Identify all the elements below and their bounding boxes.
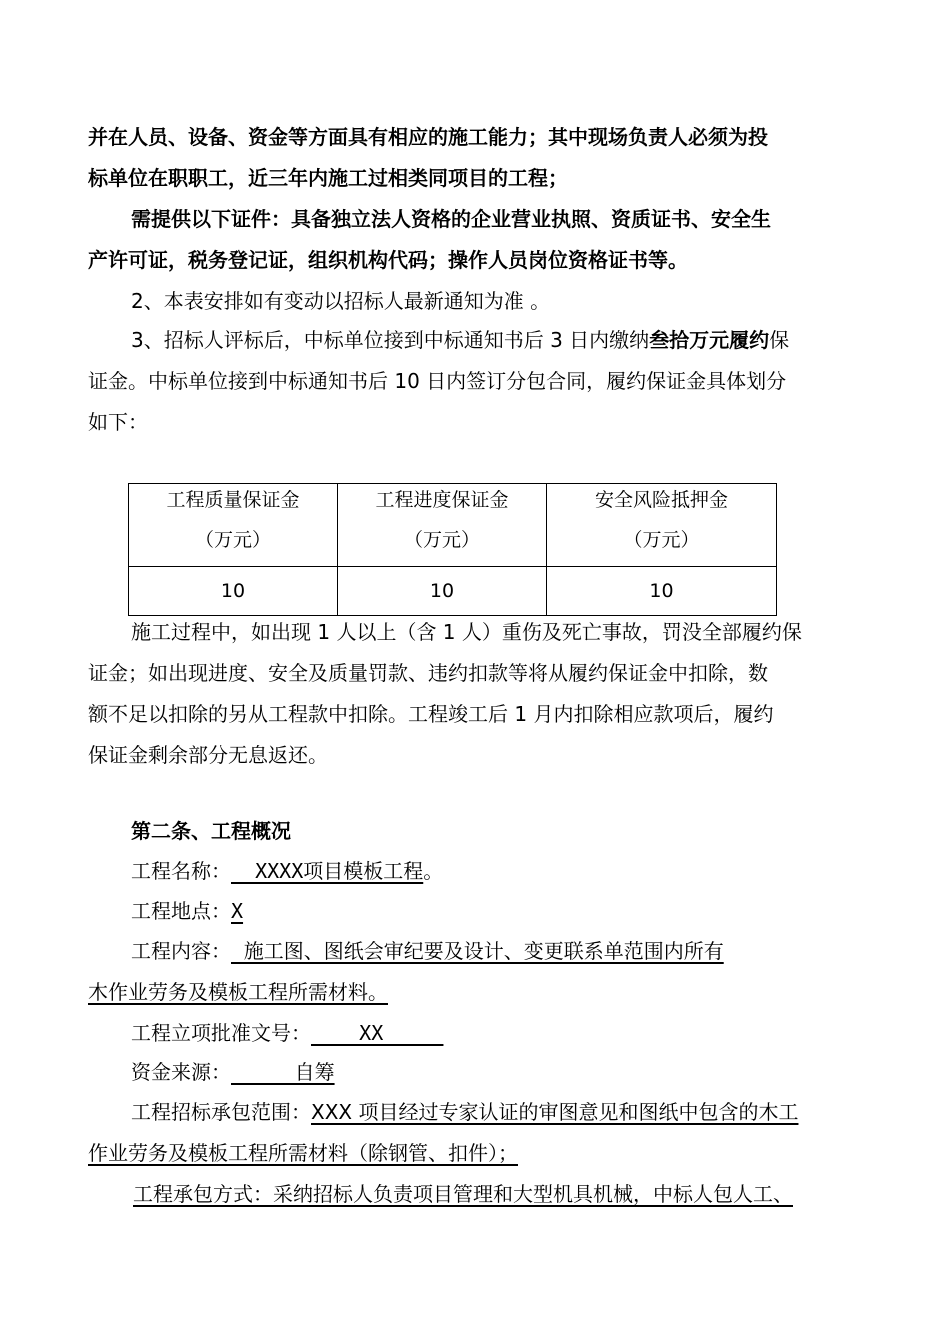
project-content-value-2: 木作业劳务及模板工程所需材料。 bbox=[88, 980, 388, 1004]
project-content-row bbox=[131, 937, 724, 965]
project-location-label: 工程地点： bbox=[131, 899, 231, 923]
bidding-scope-label: 工程招标承包范围： bbox=[131, 1100, 311, 1124]
item-3-text-line-2: 证金。中标单位接到中标通知书后 10 日内签订分包合同，履约保证金具体划分 bbox=[88, 369, 787, 393]
item-3-text-line-1 bbox=[131, 326, 789, 354]
project-name-end: 。 bbox=[423, 859, 444, 883]
approval-number-value: XX bbox=[311, 1021, 444, 1045]
header-name: 工程进度保证金 bbox=[375, 489, 509, 511]
performance-bond-table bbox=[128, 483, 777, 616]
bidding-scope-row bbox=[131, 1098, 798, 1126]
project-name-row bbox=[131, 857, 443, 885]
contract-method-text: 工程承包方式：采纳招标人负责项目管理和大型机具机械，中标人包人工、 bbox=[133, 1182, 793, 1206]
bidding-scope-row-2 bbox=[88, 1139, 518, 1167]
project-content-label: 工程内容： bbox=[131, 939, 231, 963]
qualification-text-line-2: 标单位在职职工，近三年内施工过相类同项目的工程； bbox=[88, 166, 568, 190]
funding-source-row bbox=[131, 1058, 335, 1086]
header-unit: （万元） bbox=[194, 529, 271, 551]
table-cell: 10 bbox=[547, 567, 777, 616]
qualification-text-line-1: 并在人员、设备、资金等方面具有相应的施工能力；其中现场负责人必须为投 bbox=[88, 125, 768, 149]
project-content-row-2 bbox=[88, 978, 388, 1006]
bidding-scope-value-2: 作业劳务及模板工程所需材料（除钢管、扣件）； bbox=[88, 1141, 518, 1165]
table-cell: 10 bbox=[129, 567, 338, 616]
table-header-cell bbox=[547, 484, 777, 567]
penalty-text-line-3: 额不足以扣除的另从工程款中扣除。工程竣工后 1 月内扣除相应款项后，履约 bbox=[88, 702, 774, 726]
table-row bbox=[129, 567, 777, 616]
header-name: 安全风险抵押金 bbox=[594, 489, 728, 511]
table-header-cell bbox=[338, 484, 547, 567]
project-name-label: 工程名称： bbox=[131, 859, 231, 883]
item-2-text: 2、本表安排如有变动以招标人最新通知为准 。 bbox=[131, 289, 551, 313]
penalty-text-line-1: 施工过程中，如出现 1 人以上（含 1 人）重伤及死亡事故，罚没全部履约保 bbox=[131, 620, 802, 644]
item-3-pre: 3、招标人评标后，中标单位接到中标通知书后 3 日内缴纳 bbox=[131, 328, 650, 352]
table-header-cell bbox=[129, 484, 338, 567]
certificates-text-line-1: 需提供以下证件：具备独立法人资格的企业营业执照、资质证书、安全生 bbox=[131, 207, 771, 231]
approval-number-row bbox=[131, 1019, 443, 1047]
project-content-value: 施工图、图纸会审纪要及设计、变更联系单范围内所有 bbox=[231, 939, 724, 963]
penalty-text-line-2: 证金；如出现进度、安全及质量罚款、违约扣款等将从履约保证金中扣除，数 bbox=[88, 661, 768, 685]
contract-method-row bbox=[133, 1180, 793, 1208]
header-unit: （万元） bbox=[623, 529, 700, 551]
funding-source-value: 自筹 bbox=[231, 1060, 335, 1084]
project-location-row bbox=[131, 897, 243, 925]
approval-number-label: 工程立项批准文号： bbox=[131, 1021, 311, 1045]
certificates-text-line-2: 产许可证，税务登记证，组织机构代码；操作人员岗位资格证书等。 bbox=[88, 248, 688, 272]
item-3-post: 保 bbox=[769, 328, 790, 352]
project-location-value: X bbox=[231, 899, 244, 923]
project-name-value: XXXX项目模板工程 bbox=[231, 859, 424, 883]
penalty-text-line-4: 保证金剩余部分无息返还。 bbox=[88, 743, 328, 767]
header-name: 工程质量保证金 bbox=[166, 489, 300, 511]
table-header-row bbox=[129, 484, 777, 567]
item-3-bold-amount: 叁拾万元履约 bbox=[649, 328, 770, 352]
funding-source-label: 资金来源： bbox=[131, 1060, 231, 1084]
section-heading: 第二条、工程概况 bbox=[131, 819, 291, 843]
bidding-scope-value: XXX 项目经过专家认证的审图意见和图纸中包含的木工 bbox=[311, 1100, 799, 1124]
item-3-text-line-3: 如下： bbox=[88, 410, 148, 434]
table-cell: 10 bbox=[338, 567, 547, 616]
header-unit: （万元） bbox=[403, 529, 480, 551]
